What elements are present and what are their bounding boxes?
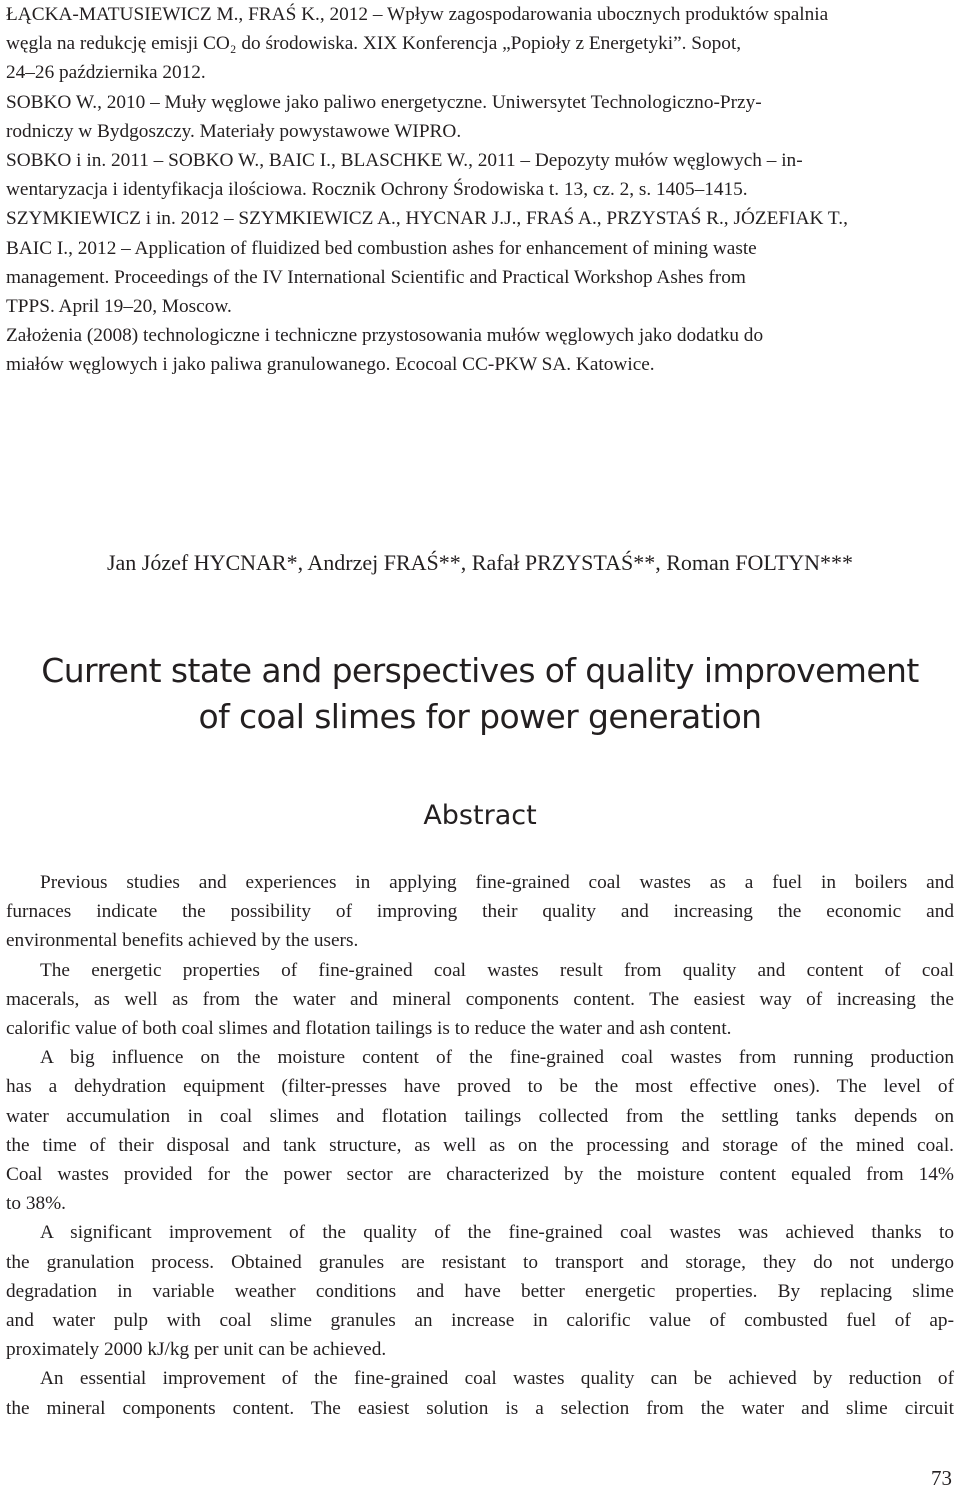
reference-line: Założenia (2008) technologiczne i techniczne przystosowania mułów węglowych jako dodatku do: [6, 325, 764, 347]
reference-line: SOBKO W., 2010 – Muły węglowe jako paliwo energetyczne. Uniwersytet Technologiczno-Przy-: [6, 91, 762, 113]
paragraph-line: macerals, as well as from the water and mineral components content. The easiest way of increasing the: [6, 988, 954, 1010]
paragraph-line: the mineral components content. The easiest solution is a selection from the water and slime circuit: [6, 1397, 954, 1419]
reference-line: 24–26 października 2012.: [6, 62, 206, 84]
reference-line: SOBKO i in. 2011 – SOBKO W., BAIC I., BLASCHKE W., 2011 – Depozyty mułów węglowych – in-: [6, 150, 803, 172]
reference-line: TPPS. April 19–20, Moscow.: [6, 296, 232, 318]
paragraph-line: environmental benefits achieved by the users.: [6, 930, 359, 952]
author-line: Jan Józef HYCNAR*, Andrzej FRAŚ**, Rafał PRZYSTAŚ**, Roman FOLTYN***: [106, 550, 854, 575]
abstract-heading: Abstract: [423, 800, 537, 831]
paragraph-line: to 38%.: [6, 1193, 66, 1215]
paragraph-line: furnaces indicate the possibility of improving their quality and increasing the economic and: [6, 901, 954, 923]
paper-title: [0, 648, 960, 740]
reference-entry: [6, 88, 956, 146]
paragraph-line: Coal wastes provided for the power sector are characterized by the moisture content equaled from 14%: [6, 1164, 954, 1186]
paper-title-line: Current state and perspectives of quality improvement: [41, 651, 919, 690]
paragraph-line: the granulation process. Obtained granules are resistant to transport and storage, they do not undergo: [6, 1251, 954, 1273]
reference-list: [6, 0, 956, 380]
paper-title-line: of coal slimes for power generation: [198, 697, 762, 736]
reference-entry: [6, 146, 956, 204]
paragraph-line: has a dehydration equipment (filter-presses have proved to be the most effective ones). The level of: [6, 1076, 954, 1098]
reference-line: węgla na redukcję emisji CO₂ do środowiska. XIX Konferencja „Popioły z Energetyki”. Sopot,: [6, 33, 742, 55]
paragraph-line: water accumulation in coal slimes and flotation tailings collected from the settling tanks depends on: [6, 1105, 954, 1127]
reference-line: SZYMKIEWICZ i in. 2012 – SZYMKIEWICZ A., HYCNAR J.J., FRAŚ A., PRZYSTAŚ R., JÓZEFIAK T.,: [6, 208, 848, 230]
reference-entry: [6, 321, 956, 379]
abstract-paragraph: [6, 1218, 954, 1364]
abstract-paragraph: [6, 956, 954, 1044]
abstract-paragraph: [6, 868, 954, 956]
paragraph-line: Previous studies and experiences in applying fine-grained coal wastes as a fuel in boilers and: [40, 872, 954, 893]
page-number: 73: [931, 1466, 952, 1490]
abstract-body: [6, 868, 954, 1423]
reference-line: rodniczy w Bydgoszczy. Materiały powystawowe WIPRO.: [6, 120, 462, 142]
paragraph-line: calorific value of both coal slimes and flotation tailings is to reduce the water and ash content.: [6, 1018, 732, 1040]
paragraph-line: A big influence on the moisture content of the fine-grained coal wastes from running production: [40, 1047, 954, 1069]
paragraph-line: The energetic properties of fine-grained coal wastes result from quality and content of coal: [40, 959, 954, 981]
abstract-paragraph: [6, 1043, 954, 1218]
paragraph-line: proximately 2000 kJ/kg per unit can be achieved.: [6, 1339, 387, 1361]
reference-line: BAIC I., 2012 – Application of fluidized bed combustion ashes for enhancement of mining waste: [6, 237, 757, 259]
reference-line: miałów węglowych i jako paliwa granulowanego. Ecocoal CC-PKW SA. Katowice.: [6, 354, 655, 376]
paragraph-line: An essential improvement of the fine-grained coal wastes quality can be achieved by reduction of: [40, 1368, 954, 1390]
reference-entry: [6, 204, 956, 321]
paragraph-line: the time of their disposal and tank structure, as well as on the processing and storage of the mined coal.: [6, 1134, 954, 1156]
reference-line: wentaryzacja i identyfikacja ilościowa. Rocznik Ochrony Środowiska t. 13, cz. 2, s. 1405–1415.: [6, 179, 748, 201]
paragraph-line: and water pulp with coal slime granules an increase in calorific value of combusted fuel of ap-: [6, 1310, 954, 1332]
reference-line: management. Proceedings of the IV International Scientific and Practical Workshop Ashes from: [6, 266, 746, 288]
paragraph-line: A significant improvement of the quality of the fine-grained coal wastes was achieved thanks to: [40, 1222, 954, 1244]
reference-entry: [6, 0, 956, 88]
reference-line: ŁĄCKA-MATUSIEWICZ M., FRAŚ K., 2012 – Wpływ zagospodarowania ubocznych produktów spalnia: [6, 4, 829, 25]
abstract-paragraph: [6, 1364, 954, 1422]
paragraph-line: degradation in variable weather conditions and have better energetic properties. By replacing slime: [6, 1280, 954, 1302]
